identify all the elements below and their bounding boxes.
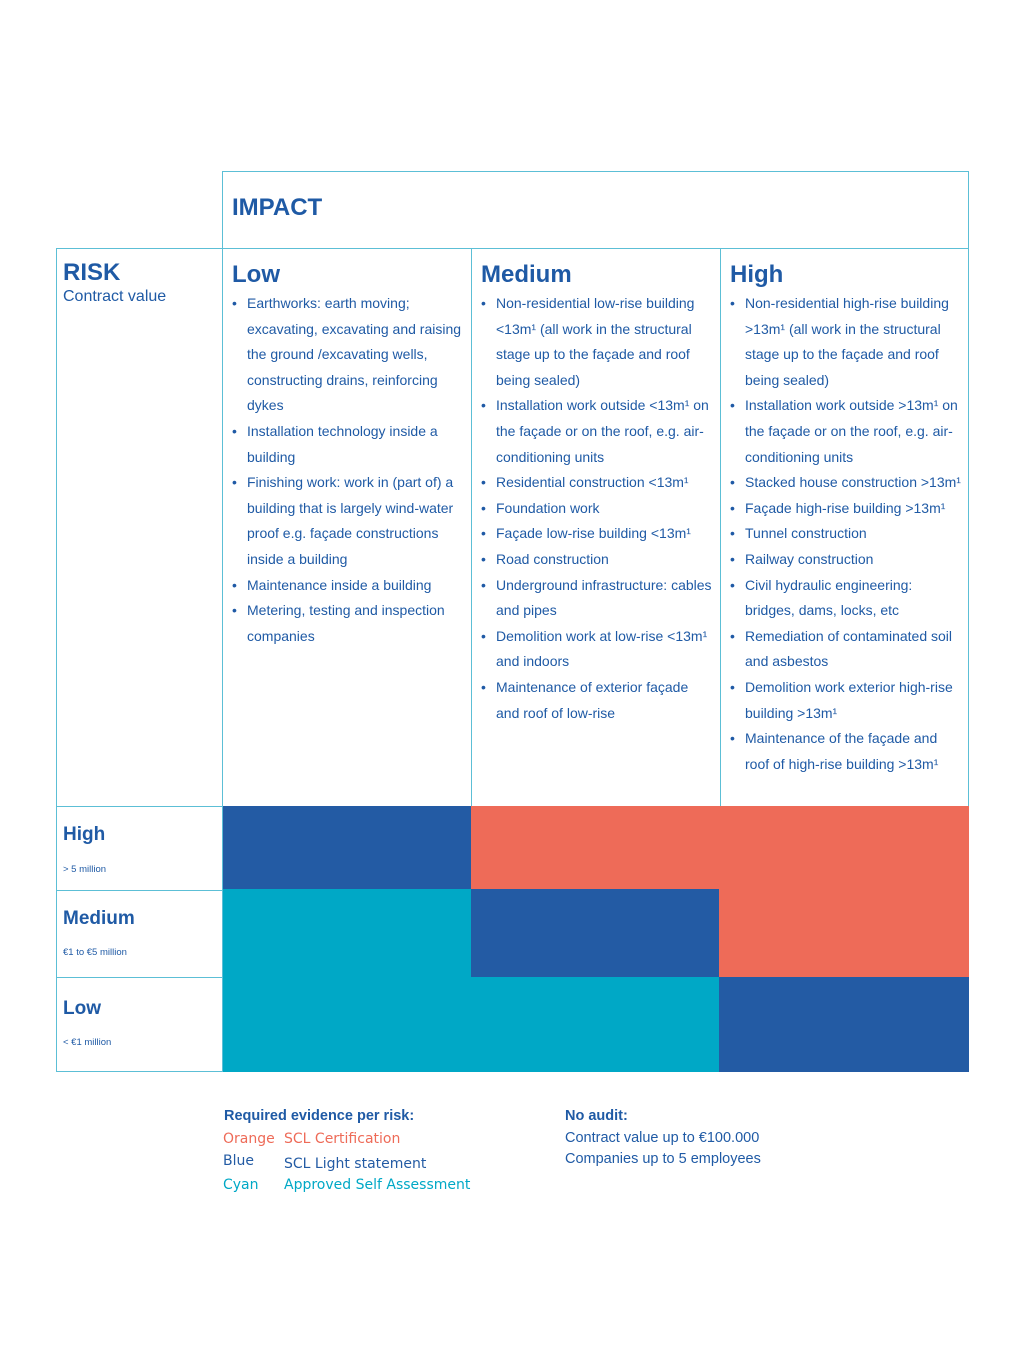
impact-column-high [720, 248, 969, 807]
risk-subtitle: Contract value [63, 288, 167, 305]
list-item: • Maintenance of the façade and roof of high-rise building >13m¹ [730, 726, 964, 777]
no-audit-line: Companies up to 5 employees [565, 1151, 761, 1167]
no-audit-note [565, 1108, 885, 1170]
risk-title: RISK [63, 259, 121, 286]
row-title: Medium [63, 908, 135, 929]
matrix-cell-medium-high [719, 889, 969, 978]
list-item: • Road construction [481, 547, 713, 573]
risk-row-high-label [56, 806, 223, 891]
list-item: • Stacked house construction >13m¹ [730, 470, 964, 496]
list-item: • Underground infrastructure: cables and pipes [481, 573, 713, 624]
row-range: < €1 million [63, 1037, 112, 1048]
evidence-legend [223, 1108, 523, 1195]
legend-entry-orange [223, 1128, 523, 1151]
impact-column-medium [471, 248, 721, 807]
row-range: > 5 million [63, 864, 107, 875]
legend-evidence: SCL Light statement [284, 1156, 427, 1172]
no-audit-title: No audit: [565, 1108, 628, 1124]
legend-entry-cyan [223, 1173, 523, 1195]
list-item: • Installation technology inside a building [232, 419, 464, 470]
impact-header-cell [222, 171, 969, 249]
list-item: • Maintenance inside a building [232, 573, 464, 599]
row-title: High [63, 824, 106, 845]
row-range: €1 to €5 million [63, 947, 127, 958]
list-item: • Earthworks: earth moving; excavating, excavating and raising the ground /excavating wells, constructing drains, reinforcing dykes [232, 291, 464, 419]
legend-evidence: Approved Self Assessment [284, 1177, 471, 1193]
list-item: • Installation work outside >13m¹ on the façade or on the roof, e.g. air-conditioning units [730, 393, 964, 470]
column-title: Low [232, 261, 280, 288]
list-item: • Non-residential high-rise building >13m¹ (all work in the structural stage up to the façade and roof being sealed) [730, 291, 964, 393]
legend-color-name: Blue [223, 1153, 254, 1169]
row-title: Low [63, 998, 101, 1019]
legend-color-name: Orange [223, 1131, 275, 1147]
list-item: • Remediation of contaminated soil and asbestos [730, 624, 964, 675]
matrix-cell-high-high [719, 806, 969, 890]
list-item: • Demolition work at low-rise <13m¹ and indoors [481, 624, 713, 675]
impact-title: IMPACT [232, 194, 323, 221]
risk-row-low-label [56, 977, 223, 1072]
risk-row-medium-label [56, 890, 223, 978]
column-item-list [232, 291, 464, 649]
matrix-cell-medium-medium [471, 889, 720, 978]
legend-entry-blue [223, 1151, 523, 1173]
column-item-list [730, 291, 964, 777]
matrix-cell-low-medium [471, 977, 720, 1072]
legend-title: Required evidence per risk: [224, 1108, 415, 1124]
legend-color-name: Cyan [223, 1177, 259, 1193]
list-item: • Foundation work [481, 496, 713, 522]
list-item: • Demolition work exterior high-rise building >13m¹ [730, 675, 964, 726]
list-item: • Non-residential low-rise building <13m¹ (all work in the structural stage up to the façade and roof being sealed) [481, 291, 713, 393]
legend-evidence: SCL Certification [284, 1131, 401, 1147]
matrix-cell-low-high [719, 977, 969, 1072]
list-item: • Installation work outside <13m¹ on the façade or on the roof, e.g. air-conditioning units [481, 393, 713, 470]
matrix-cell-high-low [223, 806, 472, 890]
column-title: Medium [481, 261, 572, 288]
column-title: High [730, 261, 784, 288]
impact-column-low [222, 248, 472, 807]
matrix-cell-high-medium [471, 806, 720, 890]
column-item-list [481, 291, 713, 726]
list-item: • Civil hydraulic engineering: bridges, dams, locks, etc [730, 573, 964, 624]
matrix-cell-low-low [223, 977, 472, 1072]
list-item: • Finishing work: work in (part of) a building that is largely wind-water proof e.g. façade constructions inside a building [232, 470, 464, 572]
list-item: • Metering, testing and inspection companies [232, 598, 464, 649]
list-item: • Façade low-rise building <13m¹ [481, 521, 713, 547]
list-item: • Residential construction <13m¹ [481, 470, 713, 496]
list-item: • Tunnel construction [730, 521, 964, 547]
no-audit-line: Contract value up to €100.000 [565, 1130, 760, 1146]
risk-header-cell [56, 248, 223, 807]
matrix-cell-medium-low [223, 889, 472, 978]
list-item: • Maintenance of exterior façade and roof of low-rise [481, 675, 713, 726]
list-item: • Façade high-rise building >13m¹ [730, 496, 964, 522]
list-item: • Railway construction [730, 547, 964, 573]
